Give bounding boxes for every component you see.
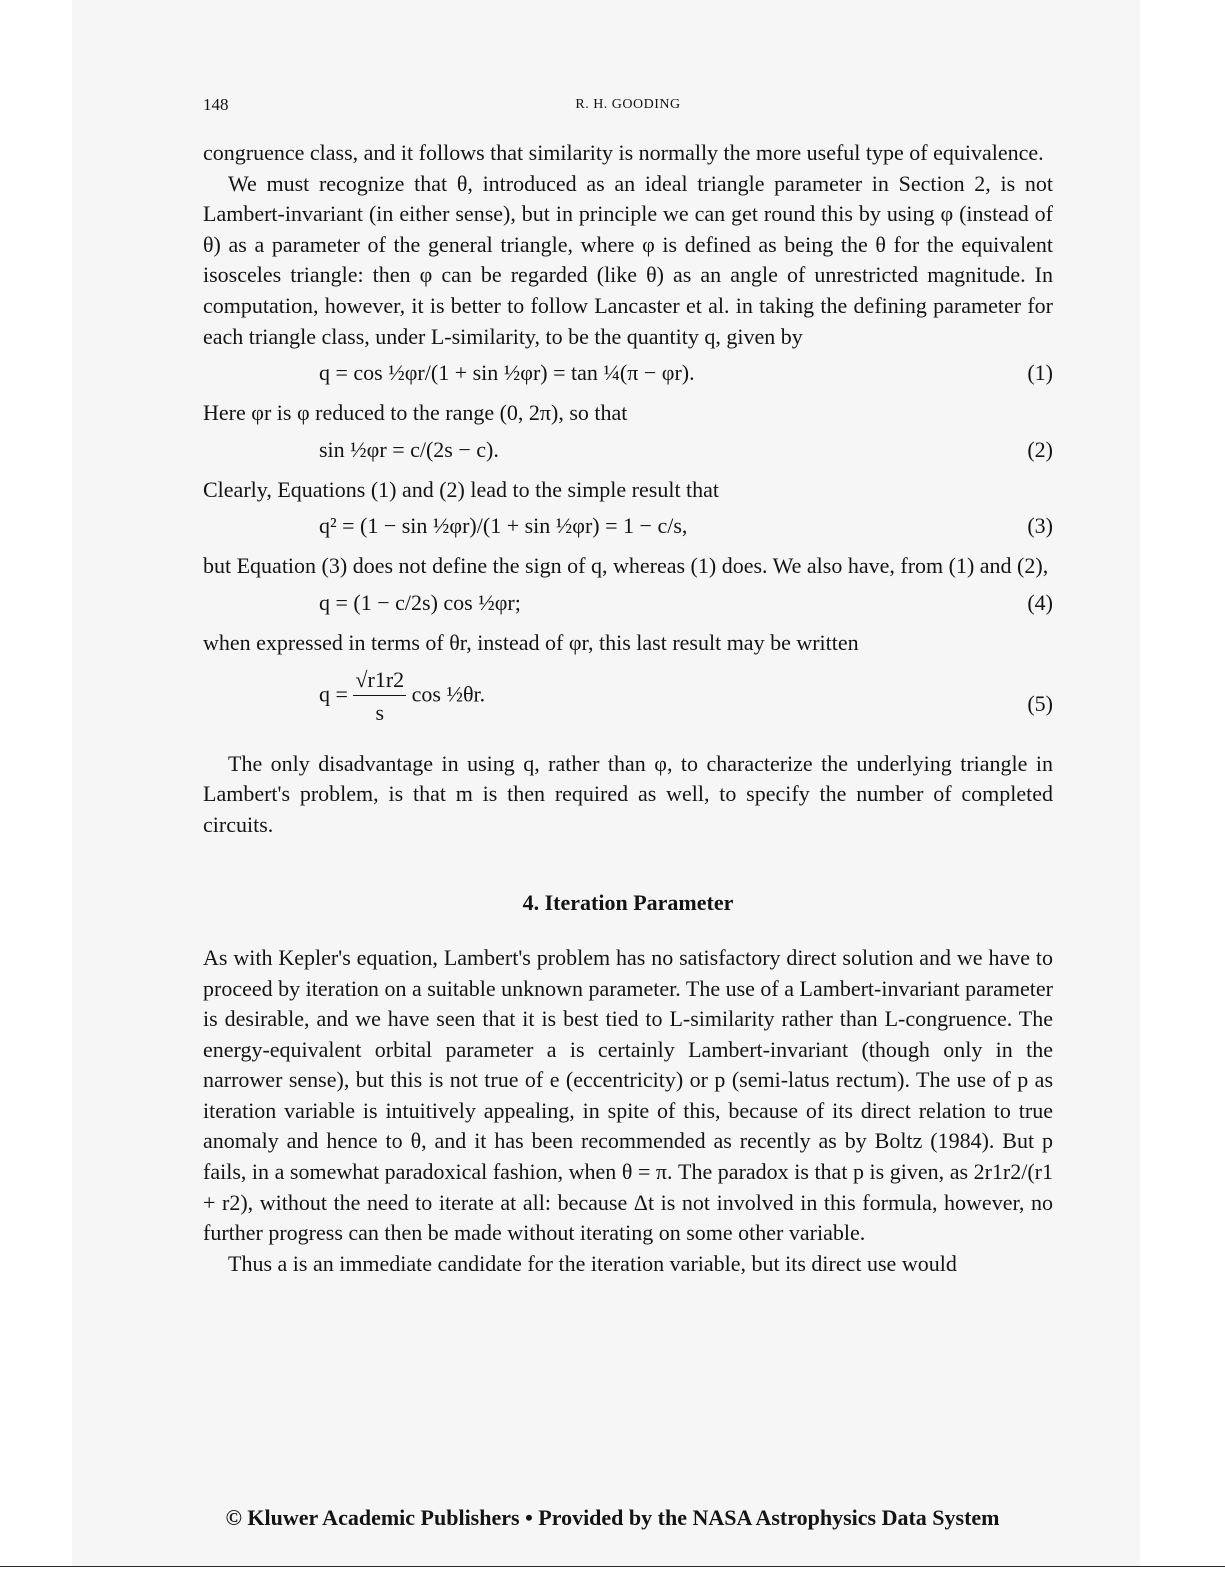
text-when-expressed: when expressed in terms of θr, instead of φr, this last result may be written (203, 629, 859, 655)
equation-5-denominator: s (375, 699, 385, 725)
equation-3-number: (3) (1027, 513, 1053, 539)
equation-5-numerator: √r1r2 (353, 669, 406, 696)
equation-3-expression: q² = (1 − sin ½φr)/(1 + sin ½φr) = 1 − c/s, (319, 513, 688, 539)
paragraph-iteration: As with Kepler's equation, Lambert's problem has no satisfactory direct solution and we have to proceed by iteration on a suitable unknown parameter. The use of a Lambert-invariant parameter is desirable, and we have seen that it is best tied to L-similarity rather than L-congruence. The energy-equivalent orbital parameter a is certainly Lambert-invariant (though only in the narrower sense), but this is not true of e (eccentricity) or p (semi-latus rectum). The use of p as iteration variable is intuitively appealing, in spite of this, because of its direct relation to true anomaly and hence to θ, and it has been recommended as recently as by Boltz (1984). But p fails, in a somewhat paradoxical fashion, when θ = π. The paradox is that p is given, as 2r1r2/(r1 + r2), without the need to iterate at all: because Δt is not involved in this formula, however, no further progress can then be made without iterating on some other variable. (203, 944, 1053, 1246)
equation-5-rhs: cos ½θr. (411, 681, 486, 707)
equation-3 (203, 511, 1053, 541)
running-head: R. H. GOODING (575, 97, 681, 112)
equation-5-lhs: q = (319, 681, 348, 707)
paragraph-thus-a: Thus a is an immediate candidate for the iteration variable, but its direct use would (228, 1250, 957, 1276)
equation-2 (203, 435, 1053, 465)
page-header (203, 95, 1053, 117)
equation-2-number: (2) (1027, 436, 1053, 462)
text-but-equation-3: but Equation (3) does not define the sign of q, whereas (1) does. We also have, from (1) and (2), (203, 553, 1049, 579)
text-clearly: Clearly, Equations (1) and (2) lead to the simple result that (203, 476, 720, 502)
paragraph-theta-parameter: We must recognize that θ, introduced as an ideal triangle parameter in Section 2, is not Lambert-invariant (in either sense), but in principle we can get round this by using φ (instead of θ) as a parameter of the general triangle, where φ is defined as being the θ for the equivalent isosceles triangle: then φ can be regarded (like θ) as an angle of unrestricted magnitude. In computation, however, it is better to follow Lancaster et al. in taking the defining parameter for each triangle class, under L-similarity, to be the quantity q, given by (203, 170, 1053, 349)
paragraph-only-disadvantage: The only disadvantage in using q, rather than φ, to characterize the underlying triangle in Lambert's problem, is that m is then required as well, to specify the number of completed circuits. (203, 750, 1053, 837)
equation-1 (203, 358, 1053, 388)
bottom-divider (0, 1566, 1225, 1586)
equation-4-expression: q = (1 − c/2s) cos ½φr; (319, 589, 521, 615)
equation-4-number: (4) (1027, 589, 1053, 615)
equation-4 (203, 588, 1053, 618)
page-number: 148 (203, 95, 229, 114)
footer-credit: © Kluwer Academic Publishers • Provided by the NASA Astrophysics Data System (225, 1505, 1000, 1530)
text-here-phi: Here φr is φ reduced to the range (0, 2π), so that (203, 400, 628, 426)
equation-2-expression: sin ½φr = c/(2s − c). (319, 436, 499, 462)
equation-1-expression: q = cos ½φr/(1 + sin ½φr) = tan ¼(π − φr). (319, 360, 695, 386)
equation-1-number: (1) (1027, 360, 1053, 386)
section-heading: 4. Iteration Parameter (522, 890, 734, 916)
equation-5 (203, 666, 1053, 737)
equation-5-number: (5) (1027, 690, 1053, 716)
page-body (203, 138, 1053, 1279)
equation-5-expression (319, 666, 486, 725)
equation-5-fraction (353, 666, 406, 725)
paragraph-continuation: congruence class, and it follows that similarity is normally the more useful type of equivalence. (203, 140, 1044, 165)
